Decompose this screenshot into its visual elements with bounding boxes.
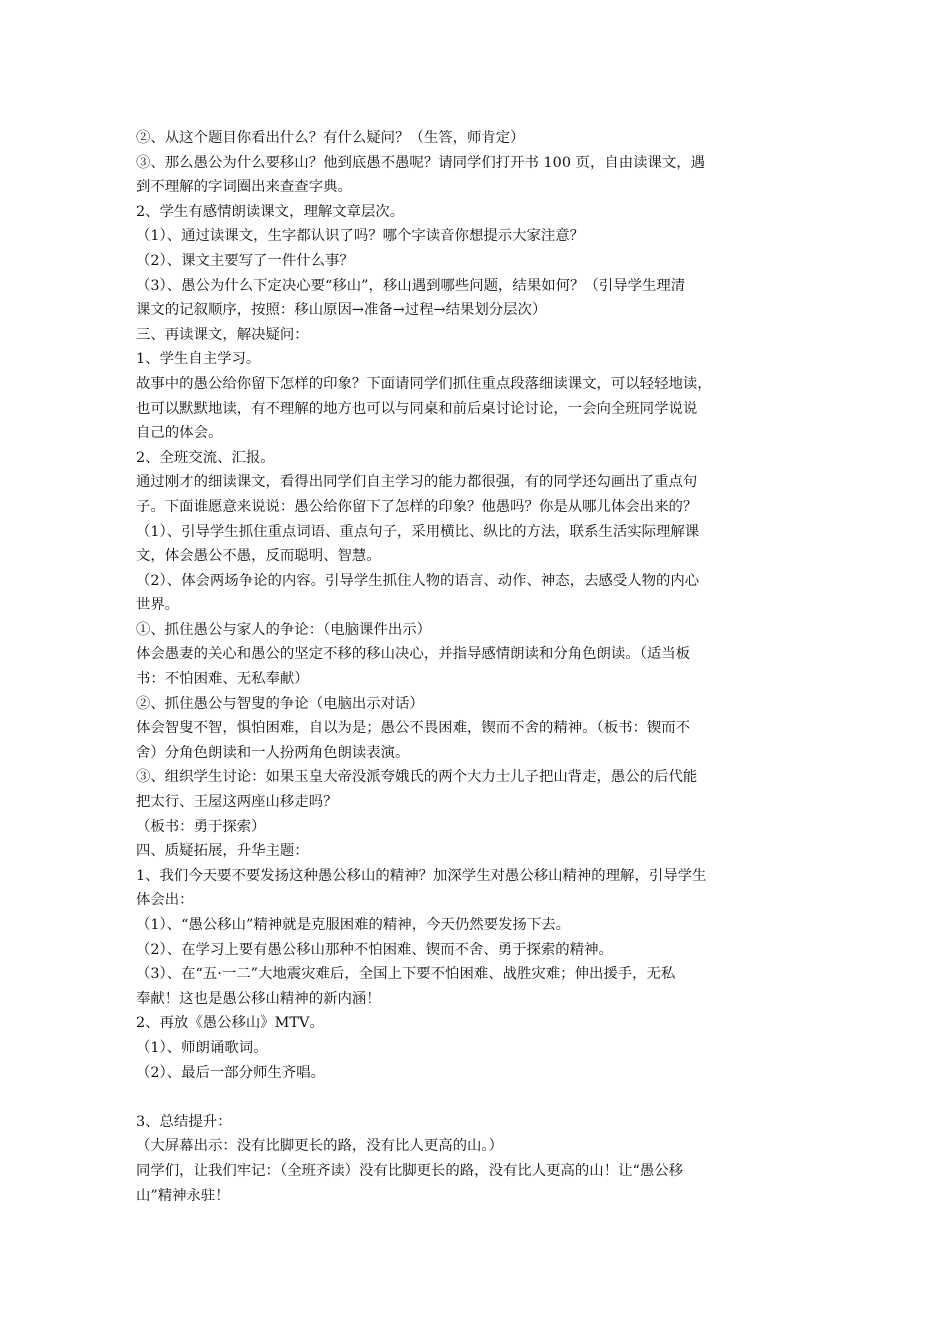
- text-line: （大屏幕出示：没有比脚更长的路，没有比人更高的山。）: [136, 1138, 503, 1155]
- text-line: （2）、最后一部分师生齐唱。: [136, 1064, 326, 1081]
- section-heading: 2、再放《愚公移山》MTV。: [136, 1015, 324, 1032]
- text-line: 到不理解的字词圈出来查查字典。: [136, 179, 352, 196]
- section-heading: 四、质疑拓展，升华主题：: [136, 843, 309, 860]
- text-line: （板书：勇于探索）: [136, 818, 266, 835]
- blank-line: [136, 1085, 812, 1110]
- text-line: （1）、“愚公移山”精神就是克服困难的精神，今天仍然要发扬下去。: [136, 917, 570, 933]
- text-line: ②、抓住愚公与智叟的争论（电脑出示对话）: [136, 695, 424, 712]
- text-line: 体会愚妻的关心和愚公的坚定不移的移山决心，并指导感情朗读和分角色朗读。（适当板: [136, 646, 691, 663]
- text-line: （1）、引导学生抓住重点词语、重点句子，采用横比、纵比的方法，联系生活实际理解课: [136, 523, 700, 540]
- text-line: 把太行、王屋这两座山移走吗？: [136, 794, 338, 811]
- text-line: 同学们，让我们牢记：（全班齐读）没有比脚更长的路，没有比人更高的山！让“愚公移: [136, 1162, 684, 1179]
- text-line: ①、抓住愚公与家人的争论：（电脑课件出示）: [136, 621, 432, 638]
- section-heading: 1、学生自主学习。: [136, 351, 261, 368]
- text-line: （2）、体会两场争论的内容。引导学生抓住人物的语言、动作、神态，去感受人物的内心: [136, 572, 700, 589]
- text-line: （2）、在学习上要有愚公移山那种不怕困难、锲而不舍、勇于探索的精神。: [136, 941, 613, 958]
- text-line: ③、那么愚公为什么要移山？他到底愚不愚呢？请同学们打开书 100 页，自由读课文，遇: [136, 154, 706, 171]
- section-heading: 三、再读课文，解决疑问：: [136, 326, 309, 343]
- text-line: （1）、师朗诵歌词。: [136, 1039, 268, 1056]
- text-line: 子。下面谁愿意来说说：愚公给你留下了怎样的印象？他愚吗？你是从哪儿体会出来的？: [136, 498, 698, 515]
- text-line: （3）、在“五·一二”大地震灾难后，全国上下要不怕困难、战胜灾难；伸出援手，无私: [136, 966, 676, 983]
- document-body: [136, 126, 812, 1208]
- text-line: （3）、愚公为什么下定决心要“移山”，移山遇到哪些问题，结果如何？（引导学生理清: [136, 277, 686, 294]
- text-line: 体会出：: [136, 892, 194, 909]
- text-line: 自己的体会。: [136, 425, 223, 442]
- text-line: ②、从这个题目你看出什么？有什么疑问？（生答，师肯定）: [136, 130, 525, 146]
- text-line: ③、组织学生讨论：如果玉皇大帝没派夸娥氏的两个大力士儿子把山背走，愚公的后代能: [136, 769, 698, 786]
- text-line: 1、我们今天要不要发扬这种愚公移山的精神？加深学生对愚公移山精神的理解，引导学生: [136, 867, 707, 884]
- text-line: 也可以默默地读，有不理解的地方也可以与同桌和前后桌讨论讨论，一会向全班同学说说: [136, 400, 698, 417]
- text-line: 课文的记叙顺序，按照：移山原因→准备→过程→结果划分层次）: [136, 302, 547, 319]
- text-line: 书：不怕困难、无私奉献）: [136, 671, 309, 688]
- section-heading: 2、学生有感情朗读课文，理解文章层次。: [136, 203, 405, 220]
- text-line: 通过刚才的细读课文，看得出同学们自主学习的能力都很强，有的同学还勾画出了重点句: [136, 474, 698, 491]
- text-line: 文，体会愚公不愚，反而聪明、智慧。: [136, 548, 381, 565]
- section-heading: 3、总结提升：: [136, 1113, 232, 1130]
- text-line: 舍）分角色朗读和一人扮两角色朗读表演。: [136, 744, 410, 761]
- text-line: 奉献！这也是愚公移山精神的新内涵！: [136, 990, 381, 1007]
- text-line: （2）、课文主要写了一件什么事？: [136, 252, 354, 269]
- section-heading: 2、全班交流、汇报。: [136, 449, 275, 466]
- text-line: 故事中的愚公给你留下怎样的印象？下面请同学们抓住重点段落细读课文，可以轻轻地读，: [136, 375, 712, 392]
- text-line: 世界。: [136, 597, 180, 614]
- text-line: 体会智叟不智，惧怕困难，自以为是；愚公不畏困难，锲而不舍的精神。（板书：锲而不: [136, 720, 691, 737]
- text-line: （1）、通过读课文，生字都认识了吗？哪个字读音你想提示大家注意？: [136, 228, 585, 245]
- text-line: 山”精神永驻！: [136, 1187, 230, 1204]
